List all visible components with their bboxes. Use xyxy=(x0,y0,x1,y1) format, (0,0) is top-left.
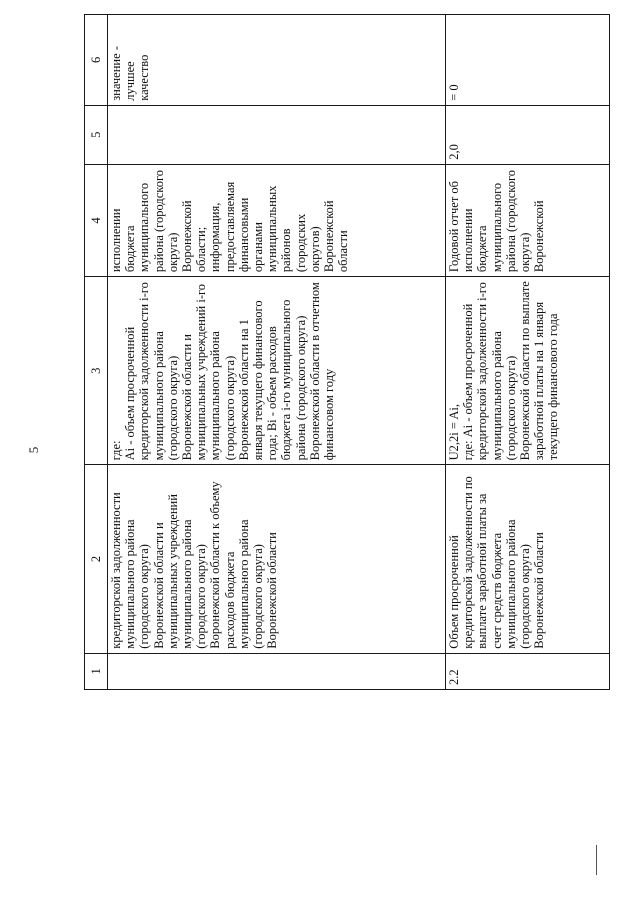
row2-quality: = 0 xyxy=(446,15,610,106)
row1-weight xyxy=(108,105,446,164)
footer-divider xyxy=(596,845,597,875)
table-row xyxy=(108,15,446,690)
row2-indicator: Объем просроченной кредиторской задолженности по выплате заработной платы за счет средств бюджета муниципального района (городского округа) Воронежской области xyxy=(446,465,610,653)
row2-weight: 2,0 xyxy=(446,105,610,164)
header-col-4: 4 xyxy=(85,164,108,276)
row1-number xyxy=(108,653,446,689)
row1-formula-lead: где: xyxy=(109,440,123,461)
row2-number: 2.2 xyxy=(446,653,610,689)
header-col-3: 3 xyxy=(85,277,108,465)
row1-formula-text: Ai - объем просроченной кредиторской задолженности i-го муниципального района (городского округа) Воронежской области и муниципальных учреждений i-го муниципального района (городского округа) Воронежской области на 1 января текущего финансового года; Bi - объем расходов бюджета i-го муниципального района (городского округа) Воронежской области в отчетном финансовом году xyxy=(123,282,337,461)
row2-source: Годовой отчет об исполнении бюджета муниципального района (городского округа) Воронежской xyxy=(446,164,610,276)
row1-source: исполнении бюджета муниципального района (городского округа) Воронежской области; информация, предоставляемая финансовыми органами муниципальных районов (городских округов) Воронежской области xyxy=(108,164,446,276)
row1-formula xyxy=(108,277,446,465)
criteria-table xyxy=(84,14,610,690)
header-col-5: 5 xyxy=(85,105,108,164)
row2-formula-text: где: Ai - объем просроченной кредиторской задолженности i-го муниципального района (городского округа) Воронежской области по выплате заработной платы на 1 января текущего финансового года xyxy=(461,281,561,461)
header-col-6: 6 xyxy=(85,15,108,106)
header-col-2: 2 xyxy=(85,465,108,653)
row1-quality: значение - лучшее качество xyxy=(108,15,446,106)
page-number: 5 xyxy=(26,446,41,454)
table-row xyxy=(446,15,610,690)
criteria-table-rotated xyxy=(84,14,604,690)
header-col-1: 1 xyxy=(85,653,108,689)
header-row xyxy=(85,15,108,690)
row1-indicator: кредиторской задолженности муниципального района (городского округа) Воронежской области и муниципальных учреждений муниципального района (городского округа) Воронежской области к объему расходов бюджета муниципального района (городского округа) Воронежской области xyxy=(108,465,446,653)
row2-formula xyxy=(446,277,610,465)
row2-formula-lead: U2,2i = Ai, xyxy=(447,404,461,461)
